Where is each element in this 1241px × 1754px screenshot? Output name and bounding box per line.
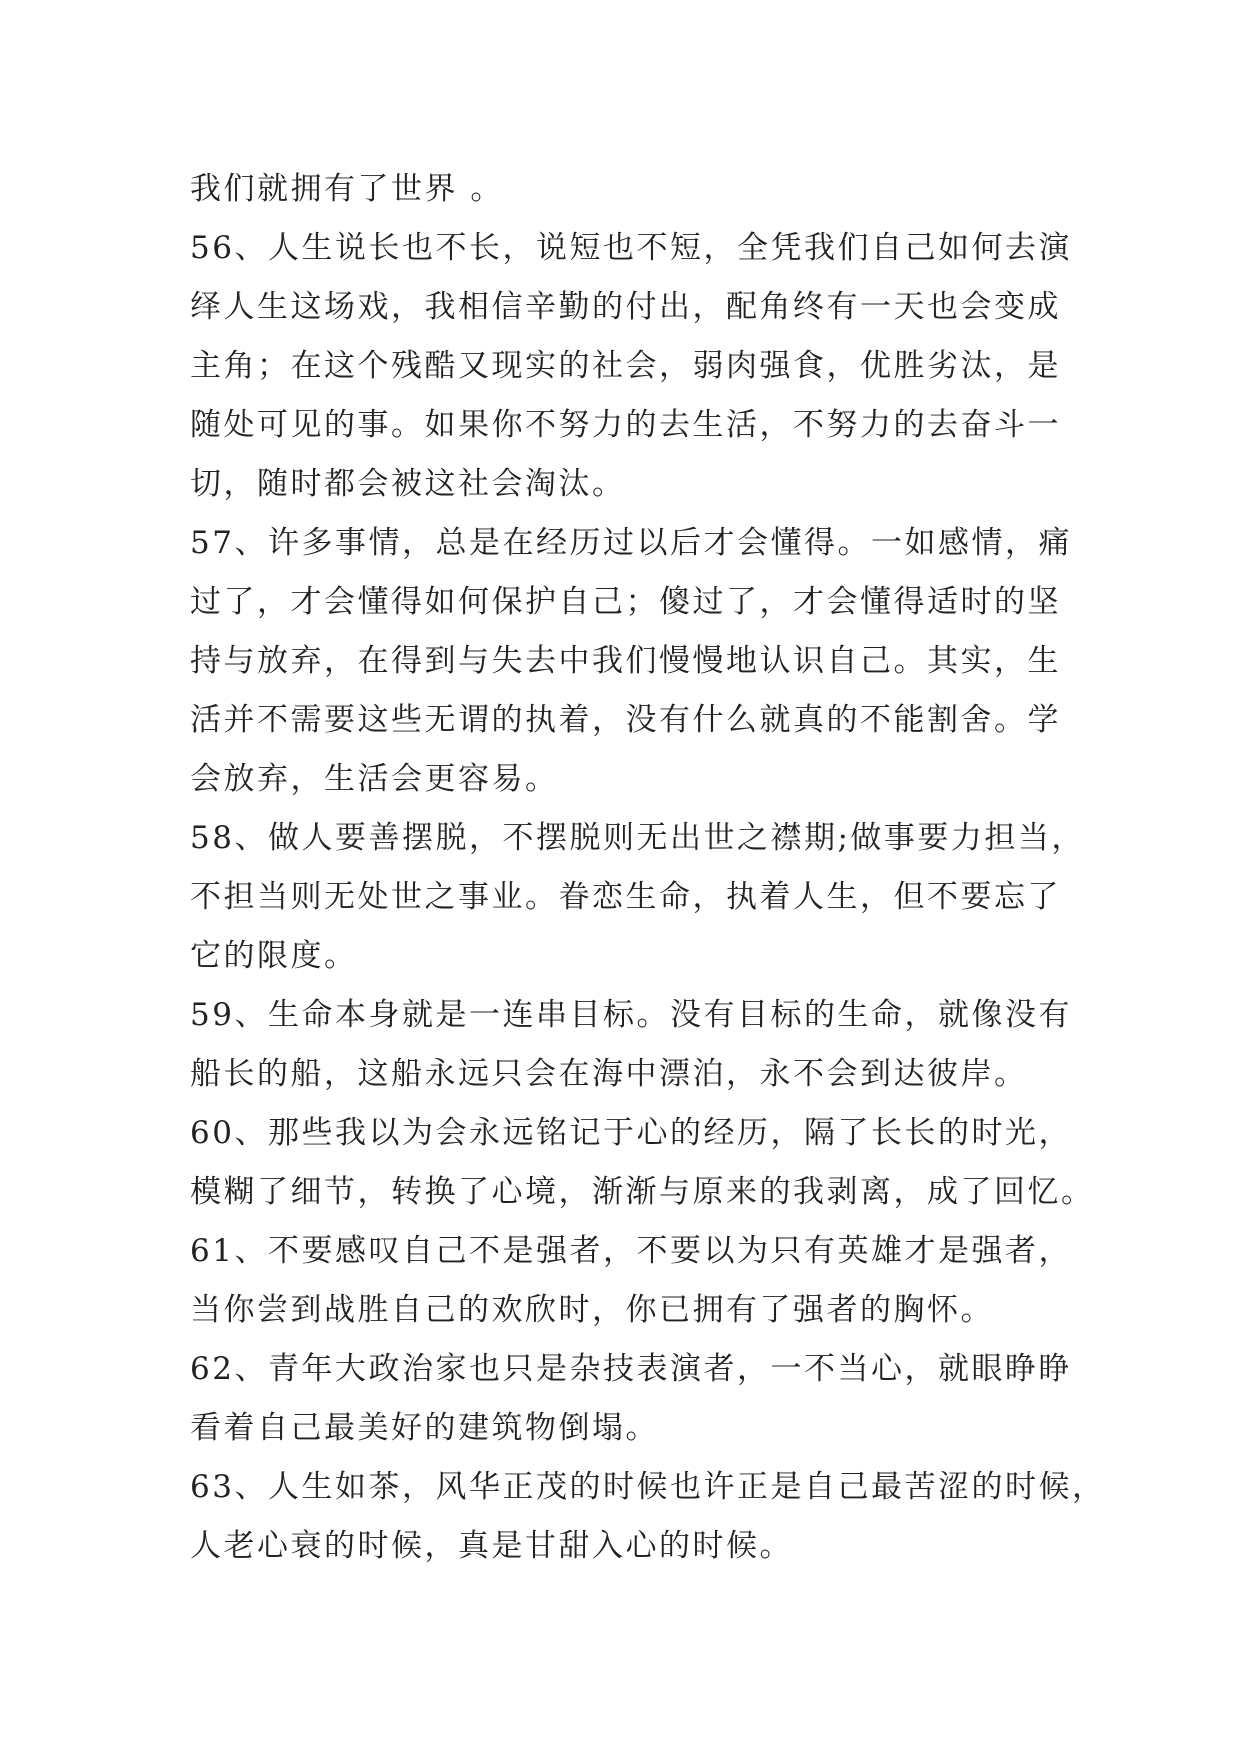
text-line: 看着自己最美好的建筑物倒塌。: [190, 1410, 659, 1446]
text-line: 持与放弃，在得到与失去中我们慢慢地认识自己。其实，生: [190, 643, 1061, 679]
text-line: 63、人生如茶，风华正茂的时候也许正是自己最苦涩的时候，: [190, 1469, 1106, 1505]
text-line: 60、那些我以为会永远铭记于心的经历，隔了长长的时光，: [190, 1115, 1072, 1151]
text-line: 主角；在这个残酷又现实的社会，弱肉强食，优胜劣汰，是: [190, 348, 1061, 384]
text-line: 61、不要感叹自己不是强者，不要以为只有英雄才是强者，: [190, 1233, 1072, 1269]
text-line: 人老心衰的时候，真是甘甜入心的时候。: [190, 1528, 793, 1564]
text-line: 不担当则无处世之事业。眷恋生命，执着人生，但不要忘了: [190, 879, 1061, 915]
text-line: 随处可见的事。如果你不努力的去生活，不努力的去奋斗一: [190, 407, 1061, 443]
document-body: [190, 160, 1106, 1576]
text-line: 会放弃，生活会更容易。: [190, 761, 559, 797]
text-line: 切，随时都会被这社会淘汰。: [190, 466, 626, 502]
text-line: 它的限度。: [190, 938, 358, 974]
text-line: 57、许多事情，总是在经历过以后才会懂得。一如感情，痛: [190, 525, 1072, 561]
text-line: 船长的船，这船永远只会在海中漂泊，永不会到达彼岸。: [190, 1056, 1028, 1092]
text-line: 62、青年大政治家也只是杂技表演者，一不当心，就眼睁睁: [190, 1351, 1072, 1387]
text-line: 活并不需要这些无谓的执着，没有什么就真的不能割舍。学: [190, 702, 1061, 738]
text-line: 模糊了细节，转换了心境，渐渐与原来的我剥离，成了回忆。: [190, 1174, 1095, 1210]
text-line: 我们就拥有了世界 。: [190, 171, 504, 207]
text-line: 56、人生说长也不长，说短也不短，全凭我们自己如何去演: [190, 230, 1072, 266]
text-line: 过了，才会懂得如何保护自己；傻过了，才会懂得适时的坚: [190, 584, 1061, 620]
text-line: 当你尝到战胜自己的欢欣时，你已拥有了强者的胸怀。: [190, 1292, 994, 1328]
text-line: 58、做人要善摆脱，不摆脱则无出世之襟期;做事要力担当，: [190, 820, 1085, 856]
text-line: 59、生命本身就是一连串目标。没有目标的生命，就像没有: [190, 997, 1072, 1033]
text-line: 绎人生这场戏，我相信辛勤的付出，配角终有一天也会变成: [190, 289, 1061, 325]
